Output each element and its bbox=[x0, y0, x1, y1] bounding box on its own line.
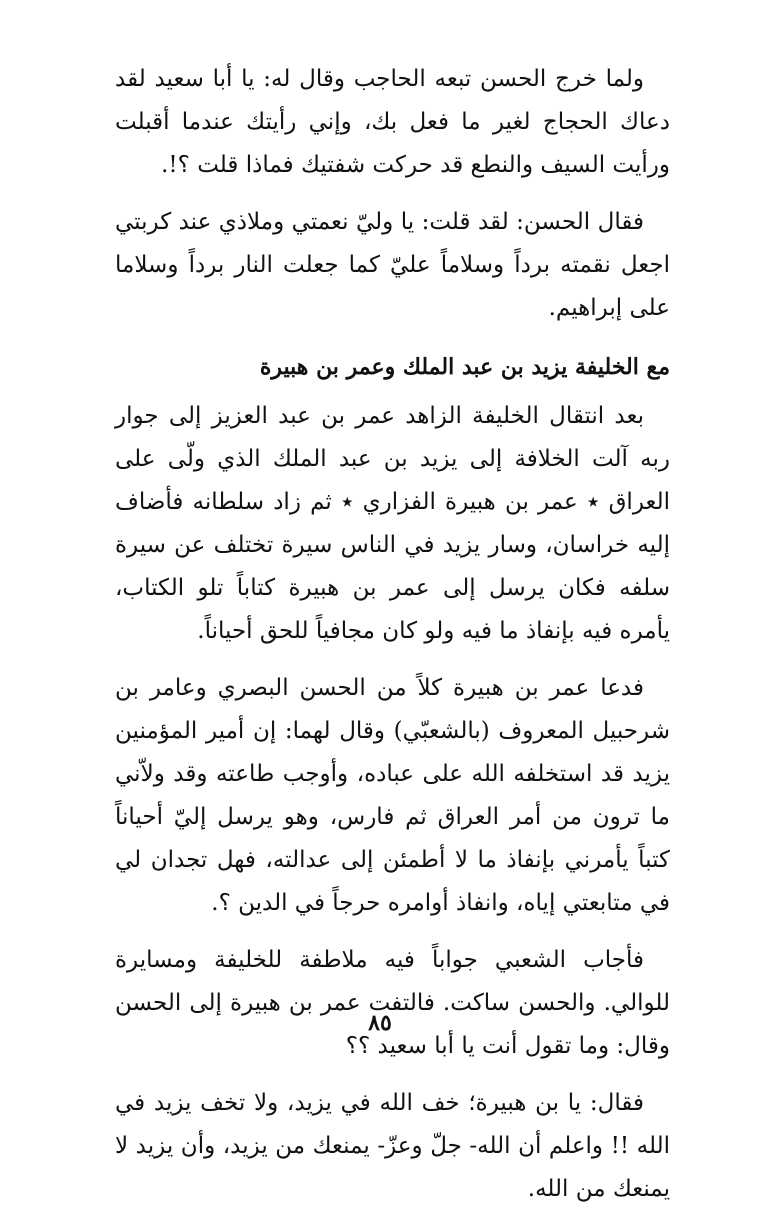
page-number: ٨٥ bbox=[368, 1010, 392, 1036]
paragraph-caliph-yazid: بعد انتقال الخليفة الزاهد عمر بن عبد العزيز إلى جوار ربه آلت الخلافة إلى يزيد بن عبد الملك الذي ولّى على العراق ٭ عمر بن هبيرة الفزاري ٭ ثم زاد سلطانه فأضاف إليه خراسان، وسار يزيد في الناس سيرة تختلف عن سيرة سلفه فكان يرسل إلى عمر بن هبيرة كتاباً تلو الكتاب، يأمره فيه بإنفاذ ما فيه ولو كان مجافياً للحق أحياناً. bbox=[115, 403, 670, 644]
paragraph-hasan-answer: فقال الحسن: لقد قلت: يا وليّ نعمتي وملاذي عند كربتي اجعل نقمته برداً وسلاماً عليّ كما جعلت النار برداً وسلاما على إبراهيم. bbox=[115, 209, 670, 321]
section-heading: مع الخليفة يزيد بن عبد الملك وعمر بن هبيرة bbox=[259, 354, 670, 380]
paragraph-ibn-hubayra-asks: فدعا عمر بن هبيرة كلاً من الحسن البصري وعامر بن شرحبيل المعروف (بالشعبّي) وقال لهما: إن أمير المؤمنين يزيد قد استخلفه الله على عباده، وأوجب طاعته وقد ولاّني ما ترون من أمر العراق ثم فارس، وهو يرسل إليّ أحياناً كتباً يأمرني بإنفاذ ما لا أطمئن إلى عدالته، فهل تجدان لي في متابعتي إياه، وانفاذ أوامره حرجاً في الدين ؟. bbox=[115, 675, 670, 916]
paragraph-hasan-reply: فقال: يا بن هبيرة؛ خف الله في يزيد، ولا تخف يزيد في الله !! واعلم أن الله- جلّ وعزّ- يمنعك من يزيد، وأن يزيد لا يمنعك من الله. bbox=[115, 1090, 670, 1202]
paragraph-shabi-reply: فأجاب الشعبي جواباً فيه ملاطفة للخليفة ومسايرة للوالي. والحسن ساكت. فالتفت عمر بن هبيرة إلى الحسن وقال: وما تقول أنت يا أبا سعيد ؟؟ bbox=[115, 947, 670, 1059]
page-body bbox=[115, 58, 670, 1225]
paragraph-hajib-question: ولما خرج الحسن تبعه الحاجب وقال له: يا أبا سعيد لقد دعاك الحجاج لغير ما فعل بك، وإني رأيتك عندما أقبلت ورأيت السيف والنطع قد حركت شفتيك فماذا قلت ؟!. bbox=[115, 66, 670, 178]
